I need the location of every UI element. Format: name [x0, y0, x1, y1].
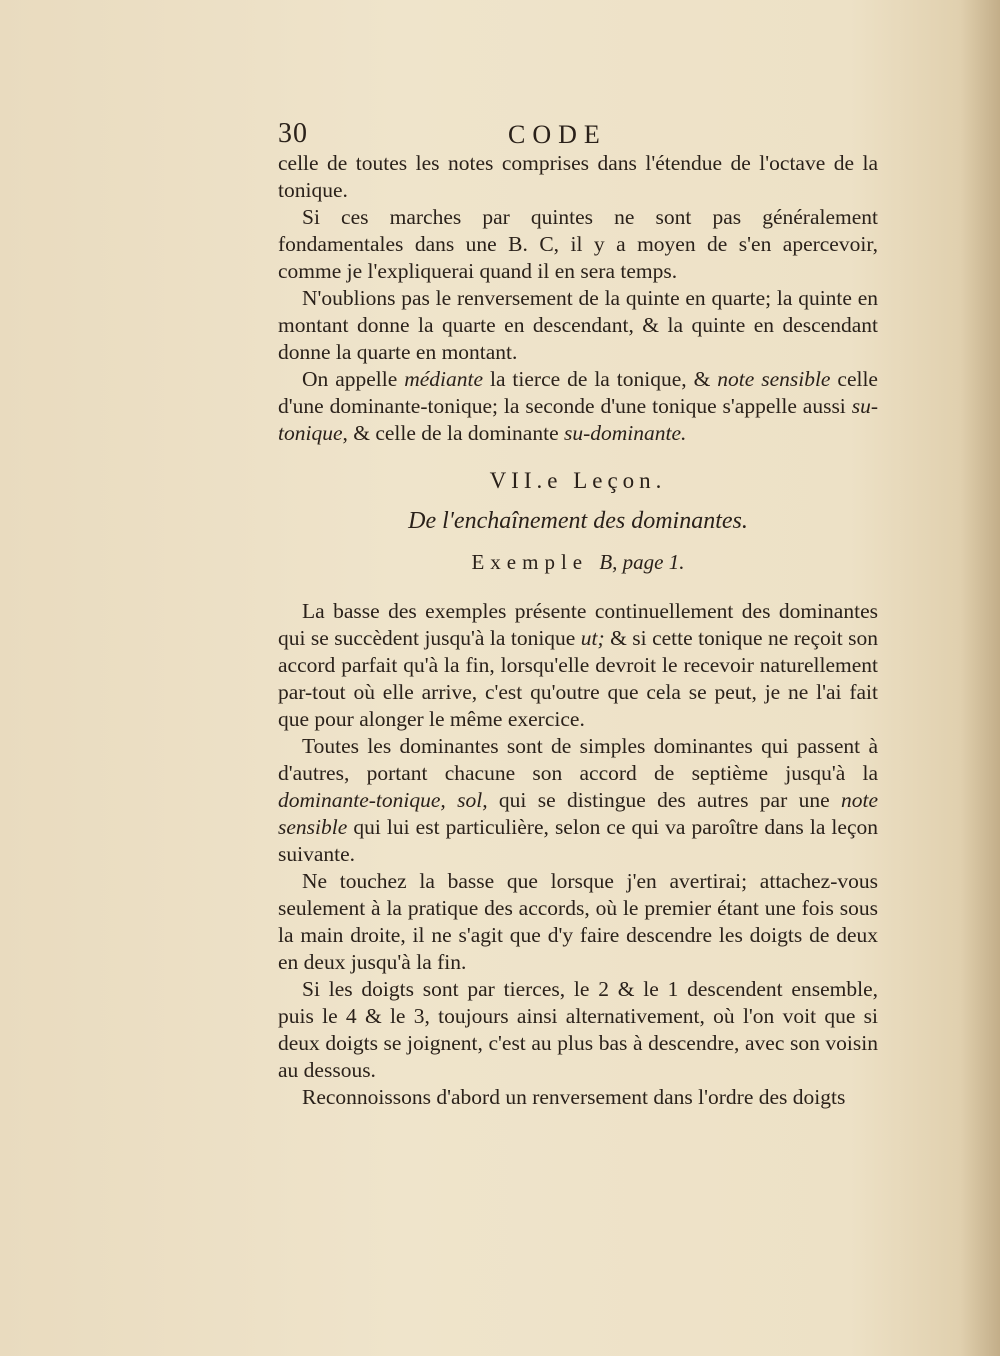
p4-term-su-tonique: su-tonique — [278, 394, 878, 445]
paragraph-4 — [278, 366, 878, 447]
running-title: CODE — [508, 120, 607, 149]
paragraph-7: Ne touchez la basse que lorsque j'en avertirai; attachez-vous seulement à la pratique des accords, où le premier étant une fois sous la main droite, il ne s'agit que d'y faire descendre les doigts de deux en deux jusqu'à la fin. — [278, 869, 878, 974]
p5-text-c: & si cette tonique ne reçoit son accord parfait qu'à la fin, lorsqu'elle devroit le recevoir naturellement par-tout où elle arrive, c'est qu'outre que cela se peut, je ne l'ai fait que pour alonger le même exercice. — [278, 626, 878, 731]
paragraph-6 — [278, 733, 878, 868]
paragraph-9: Reconnoissons d'abord un renversement dans l'ordre des doigts — [302, 1085, 846, 1109]
p6-term-note-sensible: note sensible — [278, 788, 878, 839]
paragraph-1: celle de toutes les notes comprises dans l'étendue de l'octave de la tonique. — [278, 151, 878, 202]
paragraph-5 — [278, 598, 878, 733]
example-heading — [278, 549, 878, 576]
page-edge-shadow — [960, 0, 1000, 1356]
p4-term-mediante: médiante — [404, 367, 484, 391]
p4-text-c: la tierce de la tonique, & — [483, 367, 718, 391]
p4-term-su-dominante: su-dominante. — [564, 421, 687, 445]
p6-text-c: qui se distingue des autres par une — [487, 788, 841, 812]
p5-term-ut: ut; — [580, 626, 605, 650]
p6-text-a: Toutes les dominantes sont de simples dominantes qui passent à d'autres, portant chacune son accord de septième jusqu'à la — [278, 734, 878, 785]
page-number: 30 — [278, 118, 308, 149]
p4-text-a: On appelle — [302, 367, 405, 391]
p5-text-a: La basse des exemples présente continuellement des dominantes qui se succèdent jusqu'à la tonique — [278, 599, 878, 650]
lesson-subtitle: De l'enchaînement des dominantes. — [408, 508, 748, 534]
p4-term-note-sensible: note sensible — [717, 367, 831, 391]
p4-text-g: , & celle de la dominante — [342, 421, 564, 445]
example-label: Exemple — [471, 550, 600, 574]
lesson-title: VII.e Leçon. — [489, 468, 667, 493]
paragraph-8: Si les doigts sont par tierces, le 2 & le 1 descendent ensemble, puis le 4 & le 3, toujours ainsi alternativement, où l'on voit que si deux doigts se joignent, c'est au plus bas à descendre, avec son voisin au dessous. — [278, 977, 878, 1082]
page-header — [278, 118, 878, 154]
paragraph-2: Si ces marches par quintes ne sont pas généralement fondamentales dans une B. C, il y a moyen de s'en apercevoir, comme je l'expliquerai quand il en sera temps. — [278, 205, 878, 283]
p4-text-e: celle d'une dominante-tonique; la seconde d'une tonique s'appelle aussi — [278, 367, 878, 418]
paragraph-3: N'oublions pas le renversement de la quinte en quarte; la quinte en montant donne la quarte en descendant, & la quinte en descendant donne la quarte en montant. — [278, 286, 878, 364]
p6-term-dominante-tonique: dominante-tonique, sol, — [278, 788, 488, 812]
p6-text-e: qui lui est particulière, selon ce qui va paroître dans la leçon suivante. — [278, 815, 878, 866]
body-text — [278, 150, 878, 1111]
example-reference: B, page 1. — [599, 550, 685, 574]
